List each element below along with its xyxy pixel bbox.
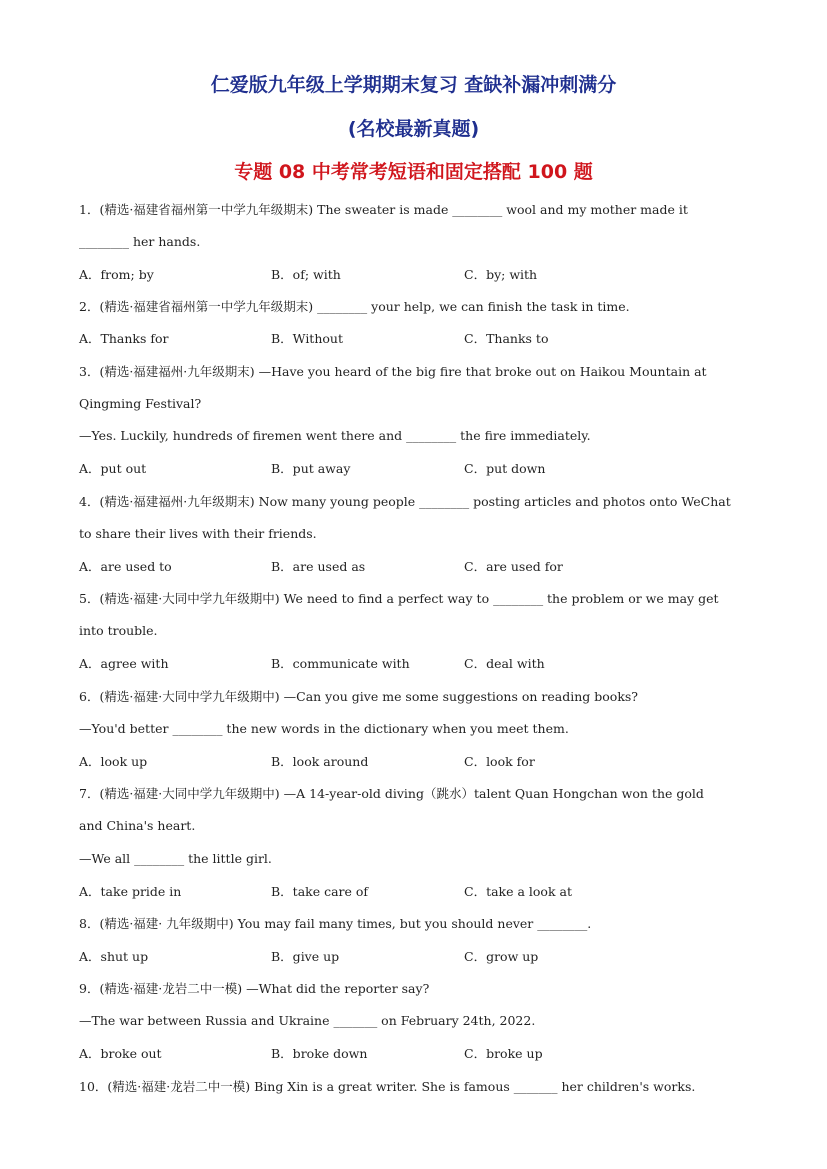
question-4-option-b: B．are used as	[271, 559, 366, 574]
question-8-option-a: A．shut up	[79, 949, 149, 964]
question-7-line-1: 7．(精选·福建·大同中学九年级期中) —A 14-year-old diving（跳水）talent Quan Hongchan won the gold	[79, 786, 704, 801]
question-9-line-1: 9．(精选·福建·龙岩二中一模) —What did the reporter say?	[79, 981, 430, 996]
question-4-line-2: to share their lives with their friends.	[79, 526, 317, 541]
question-5-option-a: A．agree with	[79, 656, 169, 671]
question-3-line-2: Qingming Festival?	[79, 396, 202, 411]
question-9-option-c: C．broke up	[464, 1046, 543, 1061]
question-8-option-c: C．grow up	[464, 949, 539, 964]
question-7-line-2: and China's heart.	[79, 818, 196, 833]
question-6-line-1: 6．(精选·福建·大同中学九年级期中) —Can you give me some suggestions on reading books?	[79, 689, 639, 704]
question-5-option-b: B．communicate with	[271, 656, 410, 671]
question-4-option-c: C．are used for	[464, 559, 563, 574]
question-3-option-b: B．put away	[271, 461, 351, 476]
question-2-option-c: C．Thanks to	[464, 331, 549, 346]
question-1-option-b: B．of; with	[271, 267, 341, 282]
question-7-option-b: B．take care of	[271, 884, 369, 899]
question-2-line-1: 2．(精选·福建省福州第一中学九年级期末) ________ your help, we can finish the task in time.	[79, 299, 630, 314]
question-8-line-1: 8．(精选·福建· 九年级期中) You may fail many times, but you should never ________.	[79, 916, 592, 931]
topic-heading: 专题 08 中考常考短语和固定搭配 100 题	[234, 161, 593, 183]
question-1-line-2: ________ her hands.	[79, 234, 201, 249]
question-9-option-a: A．broke out	[79, 1046, 162, 1061]
question-9-line-2: —The war between Russia and Ukraine _______ on February 24th, 2022.	[79, 1013, 536, 1028]
question-5-line-1: 5．(精选·福建·大同中学九年级期中) We need to find a perfect way to ________ the problem or we may get	[79, 591, 719, 606]
question-6-option-c: C．look for	[464, 754, 535, 769]
question-1-line-1: 1．(精选·福建省福州第一中学九年级期末) The sweater is made ________ wool and my mother made it	[79, 202, 688, 217]
question-10-line-1: 10．(精选·福建·龙岩二中一模) Bing Xin is a great writer. She is famous _______ her children's works.	[79, 1079, 696, 1094]
question-4-line-1: 4．(精选·福建福州·九年级期末) Now many young people ________ posting articles and photos onto WeChat	[79, 494, 731, 509]
question-9-option-b: B．broke down	[271, 1046, 368, 1061]
question-3-option-a: A．put out	[79, 461, 147, 476]
question-6-option-a: A．look up	[79, 754, 148, 769]
question-3-line-3: —Yes. Luckily, hundreds of firemen went there and ________ the fire immediately.	[79, 428, 591, 443]
question-5-option-c: C．deal with	[464, 656, 545, 671]
question-2-option-a: A．Thanks for	[79, 331, 169, 346]
question-6-option-b: B．look around	[271, 754, 369, 769]
question-4-option-a: A．are used to	[79, 559, 172, 574]
question-8-option-b: B．give up	[271, 949, 340, 964]
document-subtitle: (名校最新真题)	[347, 118, 480, 140]
question-7-option-c: C．take a look at	[464, 884, 572, 899]
question-3-option-c: C．put down	[464, 461, 546, 476]
question-2-option-b: B．Without	[271, 331, 343, 346]
question-6-line-2: —You'd better ________ the new words in the dictionary when you meet them.	[79, 721, 569, 736]
question-1-option-c: C．by; with	[464, 267, 538, 282]
question-7-option-a: A．take pride in	[79, 884, 182, 899]
question-7-line-3: —We all ________ the little girl.	[79, 851, 272, 866]
question-1-option-a: A．from; by	[79, 267, 154, 282]
question-5-line-2: into trouble.	[79, 623, 158, 638]
document-title: 仁爱版九年级上学期期末复习 查缺补漏冲刺满分	[210, 74, 617, 96]
question-3-line-1: 3．(精选·福建福州·九年级期末) —Have you heard of the big fire that broke out on Haikou Mountain at	[79, 364, 707, 379]
